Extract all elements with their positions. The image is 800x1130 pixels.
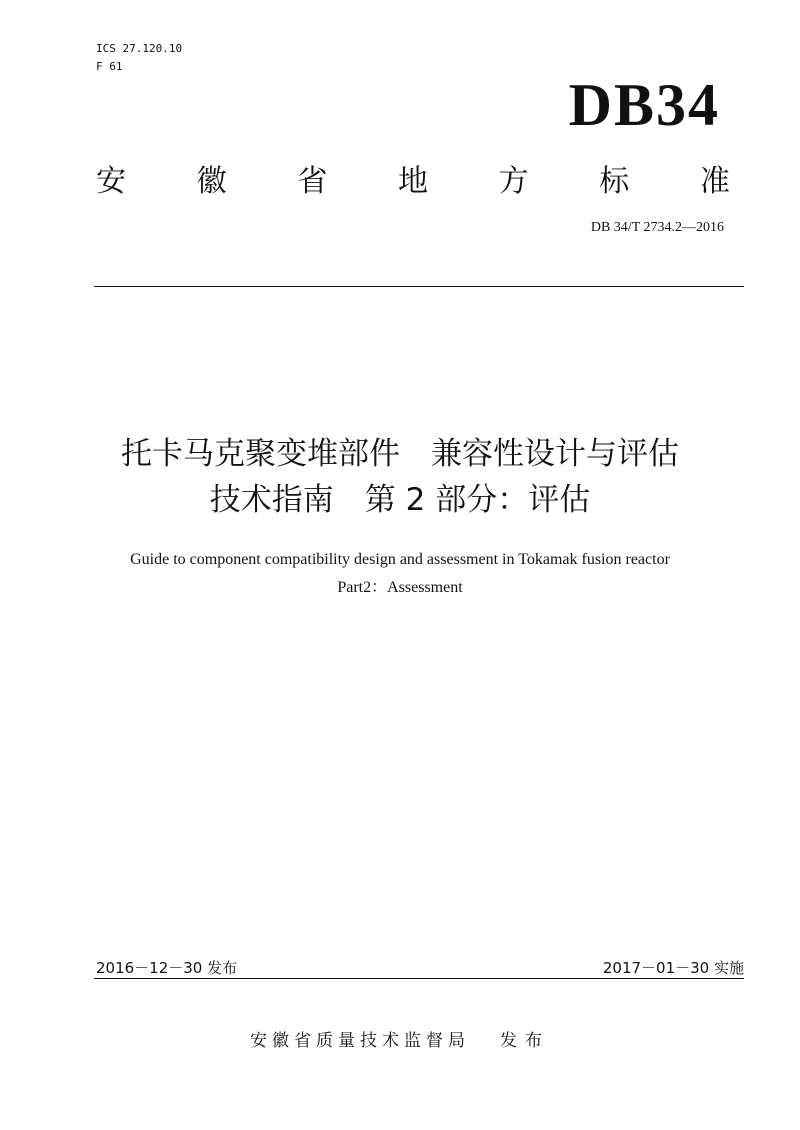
implement-date: 2017－01－30 实施 bbox=[602, 959, 744, 977]
title-en-line2: Part2：Assessment bbox=[337, 579, 463, 596]
issuer-organization: 安徽省质量技术监督局 bbox=[250, 1031, 470, 1051]
title-cn-line2: 技术指南 第 2 部分：评估 bbox=[209, 482, 591, 518]
category-char: 标 bbox=[599, 164, 630, 199]
category-char: 安 bbox=[96, 164, 126, 199]
bottom-divider bbox=[94, 978, 744, 979]
category-char: 准 bbox=[699, 164, 730, 199]
category-char: 徽 bbox=[196, 164, 227, 199]
issuer-action: 发布 bbox=[500, 1031, 550, 1051]
top-divider bbox=[94, 286, 744, 287]
title-en-line1: Guide to component compatibility design and assessment in Tokamak fusion reactor bbox=[130, 551, 670, 568]
issuer-line bbox=[0, 1030, 800, 1052]
ccs-code: F 61 bbox=[96, 60, 123, 73]
category-char: 方 bbox=[498, 164, 529, 199]
category-char: 省 bbox=[297, 164, 328, 199]
publish-date: 2016－12－30 发布 bbox=[96, 959, 238, 977]
standard-logo: DB34 bbox=[568, 72, 720, 138]
standard-number: DB 34/T 2734.2—2016 bbox=[590, 220, 724, 235]
title-cn-line1: 托卡马克聚变堆部件 兼容性设计与评估 bbox=[121, 436, 679, 472]
standard-category bbox=[96, 158, 730, 198]
ics-code: ICS 27.120.10 bbox=[96, 42, 183, 55]
category-char: 地 bbox=[397, 164, 428, 199]
